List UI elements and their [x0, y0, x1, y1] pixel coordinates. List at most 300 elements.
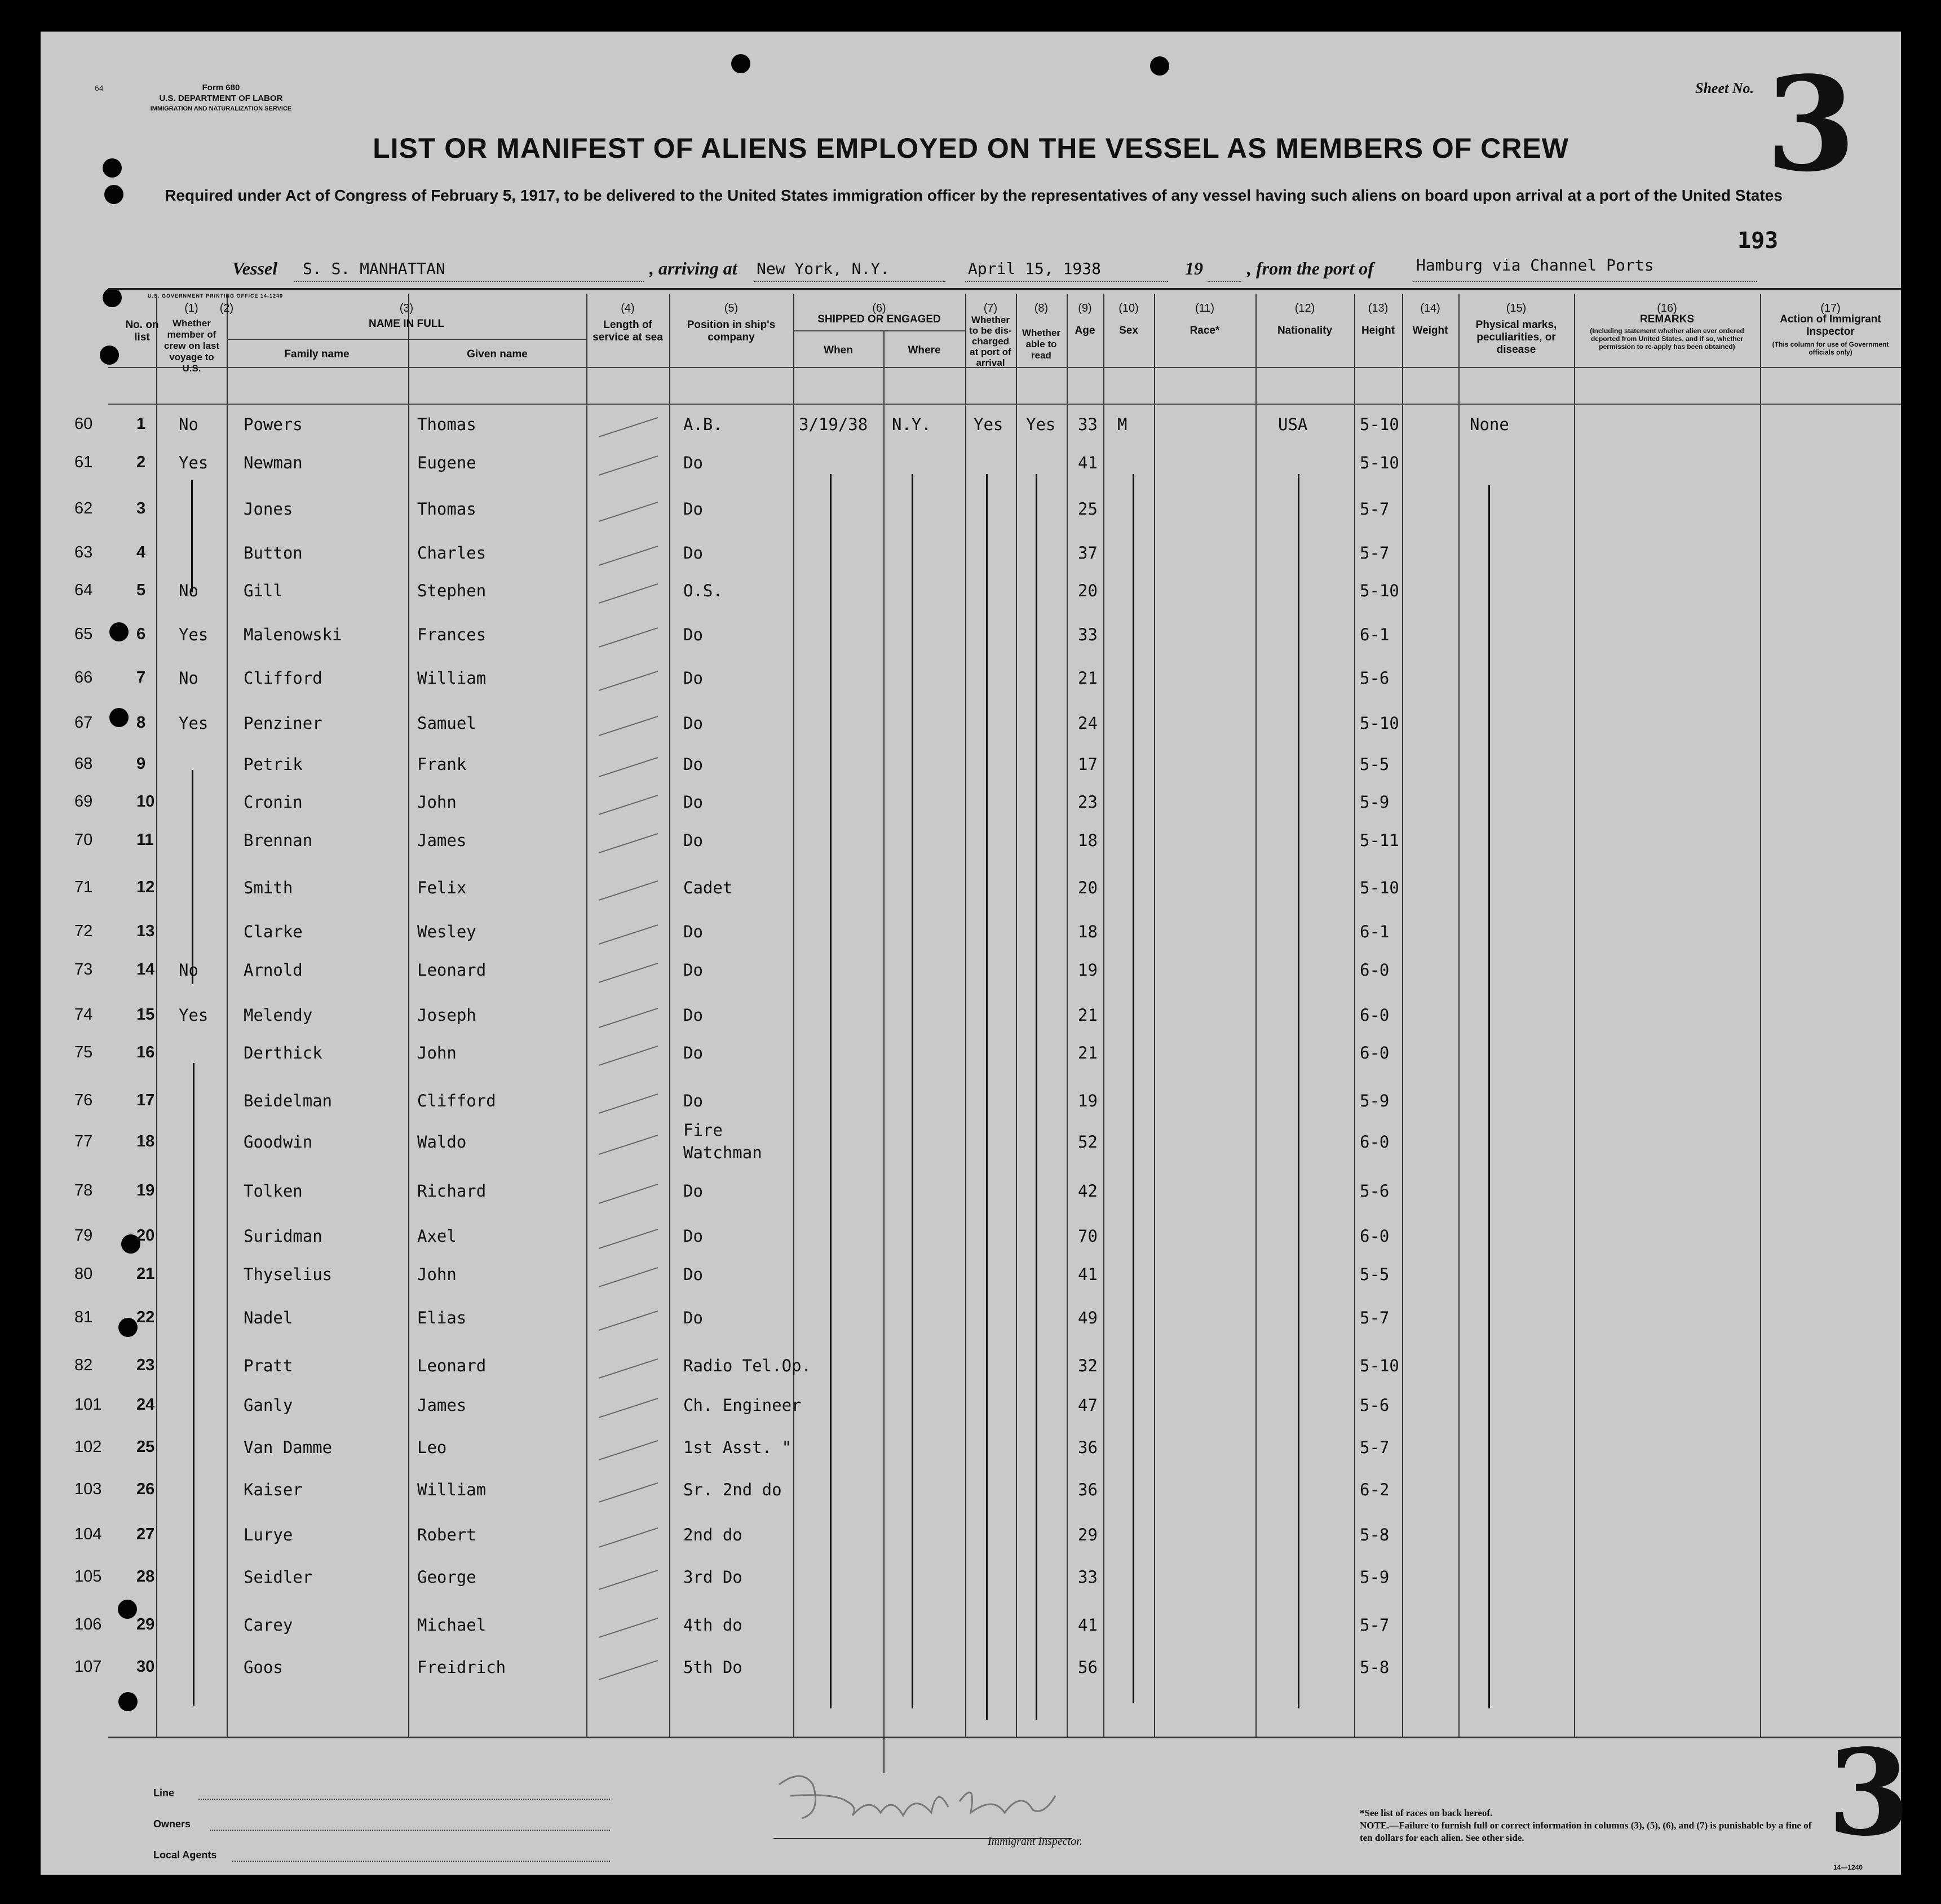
length-of-service-mark — [599, 583, 658, 604]
punch-hole — [100, 346, 119, 365]
cell-member: No — [179, 668, 198, 688]
column-number: (8) — [1034, 302, 1049, 315]
cell-no: 7 — [136, 668, 146, 687]
header-height: Height — [1361, 325, 1395, 336]
length-of-service-mark — [599, 455, 658, 476]
cell-age: 19 — [1078, 960, 1098, 980]
cell-age: 49 — [1078, 1308, 1098, 1327]
cell-height: 5-9 — [1360, 1091, 1390, 1110]
table-row — [41, 1615, 1901, 1638]
cell-given: Stephen — [417, 581, 487, 600]
cell-margin: 67 — [74, 714, 93, 732]
cell-no: 30 — [136, 1658, 155, 1676]
header-shipped-or-engaged: SHIPPED OR ENGAGED — [817, 313, 941, 325]
cell-margin: 80 — [74, 1265, 93, 1283]
cell-no: 11 — [136, 831, 154, 849]
cell-height: 6-0 — [1360, 1226, 1390, 1246]
table-row — [41, 792, 1901, 815]
arriving-port: New York, N.Y. — [757, 259, 890, 278]
cell-given: Charles — [417, 543, 487, 563]
length-of-service-mark — [599, 924, 658, 945]
cell-height: 6-0 — [1360, 960, 1390, 980]
table-row — [41, 831, 1901, 853]
cell-height: 5-10 — [1360, 714, 1399, 733]
cell-member: Yes — [179, 714, 209, 733]
cell-margin: 76 — [74, 1091, 93, 1109]
cell-physical: None — [1470, 415, 1509, 434]
cell-no: 26 — [136, 1480, 155, 1498]
sheet-number-label: Sheet No. — [1695, 80, 1754, 96]
cell-position: Do — [683, 755, 703, 774]
cell-family: Beidelman — [244, 1091, 333, 1110]
cell-position: Do — [683, 543, 703, 563]
cell-family: Derthick — [244, 1043, 322, 1062]
cell-position: Do — [683, 1181, 703, 1201]
column-number: (3) — [399, 302, 414, 315]
table-row — [41, 1121, 1901, 1162]
cell-height: 5-6 — [1360, 1181, 1390, 1201]
cell-no: 17 — [136, 1091, 155, 1109]
cell-margin: 64 — [74, 581, 93, 599]
length-of-service-mark — [599, 417, 658, 437]
cell-family: Melendy — [244, 1006, 313, 1025]
cell-given: Axel — [417, 1226, 457, 1246]
cell-age: 24 — [1078, 714, 1098, 733]
cell-height: 5-7 — [1360, 543, 1390, 563]
manifest-sheet — [41, 32, 1911, 1875]
length-of-service-mark — [599, 1135, 658, 1155]
cell-given: William — [417, 668, 487, 688]
vessel-name: S. S. MANHATTAN — [303, 259, 445, 278]
cell-no: 14 — [136, 960, 155, 978]
cell-no: 2 — [136, 453, 146, 471]
cell-age: 18 — [1078, 922, 1098, 941]
column-number: (17) — [1820, 302, 1841, 315]
cell-family: Goodwin — [244, 1132, 313, 1152]
cell-position: Do — [683, 1308, 703, 1327]
cell-position: Ch. Engineer — [683, 1396, 802, 1415]
serial-number: 193 — [1737, 228, 1779, 254]
length-of-service-mark — [599, 757, 658, 777]
cell-given: Richard — [417, 1181, 487, 1201]
printer-imprint: U.S. GOVERNMENT PRINTING OFFICE 14-1240 — [148, 293, 284, 299]
inspector-signature — [768, 1762, 1072, 1830]
cell-family: Nadel — [244, 1308, 293, 1327]
vessel-info-line — [41, 255, 1901, 283]
punch-hole — [118, 1692, 138, 1711]
column-number: (10) — [1118, 302, 1139, 315]
page-subtitle: Required under Act of Congress of February 5, 1917, to be delivered to the United States immigration officer by the representatives of any vessel having such aliens on board upon arrival at a port of the United States — [165, 187, 1783, 204]
cell-family: Cronin — [244, 792, 303, 812]
cell-margin: 73 — [74, 960, 93, 978]
cell-given: Eugene — [417, 453, 476, 472]
column-number: (16) — [1657, 302, 1677, 315]
cell-margin: 65 — [74, 625, 93, 643]
cell-height: 5-9 — [1360, 1568, 1390, 1587]
cell-given: Thomas — [417, 499, 476, 519]
table-row — [41, 1356, 1901, 1379]
cell-height: 6-0 — [1360, 1043, 1390, 1062]
cell-position: 1st Asst. " — [683, 1438, 792, 1457]
table-row — [41, 1226, 1901, 1249]
cell-height: 5-7 — [1360, 1308, 1390, 1327]
cell-height: 5-10 — [1360, 453, 1399, 472]
form-code: 14—1240 — [1833, 1863, 1863, 1871]
length-of-service-mark — [599, 502, 658, 522]
ditto-mark — [912, 474, 913, 1708]
cell-margin: 60 — [74, 415, 93, 433]
cell-position: Do — [683, 1006, 703, 1025]
column-number: (13) — [1368, 302, 1389, 315]
cell-given: Leonard — [417, 960, 487, 980]
corner-mark: 64 — [95, 83, 104, 92]
cell-margin: 63 — [74, 543, 93, 561]
cell-given: John — [417, 1043, 457, 1062]
cell-family: Powers — [244, 415, 303, 434]
cell-margin: 68 — [74, 755, 93, 773]
ditto-mark — [830, 474, 832, 1708]
owners-label: Owners — [153, 1818, 191, 1830]
ditto-mark — [986, 474, 988, 1720]
length-of-service-mark — [599, 1482, 658, 1503]
length-of-service-mark — [599, 546, 658, 566]
table-row — [41, 714, 1901, 736]
cell-given: Leo — [417, 1438, 447, 1457]
cell-family: Seidler — [244, 1568, 313, 1587]
length-of-service-mark — [599, 627, 658, 648]
header-physical-marks: Physical marks, peculiarities, or disease — [1475, 319, 1557, 356]
cell-family: Thyselius — [244, 1265, 333, 1284]
cell-member: No — [179, 960, 198, 980]
cell-age: 17 — [1078, 755, 1098, 774]
cell-position: Do — [683, 1265, 703, 1284]
header-given-name: Given name — [467, 348, 528, 360]
race-note: *See list of races on back hereof. — [1360, 1808, 1493, 1818]
length-of-service-mark — [599, 1527, 658, 1548]
ditto-mark — [191, 480, 193, 592]
cell-margin: 102 — [74, 1438, 102, 1456]
cell-age: 41 — [1078, 1615, 1098, 1635]
cell-position: Sr. 2nd do — [683, 1480, 782, 1499]
header-nationality: Nationality — [1277, 325, 1333, 336]
cell-age: 20 — [1078, 878, 1098, 897]
cell-age: 36 — [1078, 1438, 1098, 1457]
cell-member: Yes — [179, 1006, 209, 1025]
length-of-service-mark — [599, 1184, 658, 1204]
header-no-on-list: No. on list — [125, 319, 159, 343]
cell-family: Lurye — [244, 1525, 293, 1544]
ditto-mark — [1133, 474, 1134, 1703]
punch-hole — [103, 288, 122, 307]
cell-member: No — [179, 415, 198, 434]
cell-no: 8 — [136, 714, 146, 732]
length-of-service-mark — [599, 833, 658, 853]
cell-given: Waldo — [417, 1132, 467, 1152]
cell-height: 5-10 — [1360, 878, 1399, 897]
cell-age: 52 — [1078, 1132, 1098, 1152]
cell-no: 4 — [136, 543, 146, 561]
cell-height: 6-1 — [1360, 922, 1390, 941]
length-of-service-mark — [599, 1310, 658, 1331]
cell-sex: M — [1117, 415, 1128, 434]
cell-family: Suridman — [244, 1226, 322, 1246]
column-number: (6) — [872, 302, 886, 315]
cell-member: No — [179, 581, 198, 600]
header-position: Position in ship's company — [687, 319, 776, 343]
cell-height: 5-7 — [1360, 499, 1390, 519]
form-identifier — [108, 82, 334, 114]
cell-age: 21 — [1078, 1043, 1098, 1062]
cell-position: Do — [683, 1091, 703, 1110]
cell-age: 70 — [1078, 1226, 1098, 1246]
vessel-label: Vessel — [232, 258, 277, 278]
cell-no: 19 — [136, 1181, 155, 1199]
cell-no: 18 — [136, 1132, 155, 1150]
cell-height: 5-7 — [1360, 1438, 1390, 1457]
table-row — [41, 581, 1901, 604]
cell-age: 32 — [1078, 1356, 1098, 1375]
table-row — [41, 543, 1901, 566]
from-port: Hamburg via Channel Ports — [1416, 256, 1654, 274]
table-row — [41, 1265, 1901, 1287]
header-when: When — [824, 344, 853, 356]
cell-given: Thomas — [417, 415, 476, 434]
table-row — [41, 1525, 1901, 1548]
cell-margin: 66 — [74, 668, 93, 687]
header-where: Where — [908, 344, 941, 356]
cell-given: Frances — [417, 625, 487, 644]
table-row — [41, 1181, 1901, 1204]
cell-given: Joseph — [417, 1006, 476, 1025]
table-row — [41, 1043, 1901, 1066]
cell-height: 5-8 — [1360, 1658, 1390, 1677]
table-row — [41, 415, 1901, 437]
table-row — [41, 922, 1901, 945]
cell-family: Clifford — [244, 668, 322, 688]
cell-family: Gill — [244, 581, 283, 600]
ditto-mark — [192, 770, 193, 984]
table-row — [41, 1308, 1901, 1331]
cell-position: O.S. — [683, 581, 723, 600]
cell-given: George — [417, 1568, 476, 1587]
cell-family: Penziner — [244, 714, 322, 733]
column-number: (14) — [1420, 302, 1440, 315]
cell-age: 33 — [1078, 625, 1098, 644]
cell-margin: 77 — [74, 1132, 93, 1150]
arrival-date: April 15, 1938 — [968, 259, 1102, 278]
table-row — [41, 1658, 1901, 1680]
cell-position: Do — [683, 1226, 703, 1246]
cell-given: Robert — [417, 1525, 476, 1544]
cell-margin: 106 — [74, 1615, 102, 1633]
cell-height: 5-9 — [1360, 792, 1390, 812]
cell-margin: 105 — [74, 1568, 102, 1586]
year-label: 19 — [1185, 258, 1203, 278]
cell-height: 5-7 — [1360, 1615, 1390, 1635]
cell-age: 25 — [1078, 499, 1098, 519]
cell-family: Ganly — [244, 1396, 293, 1415]
cell-no: 29 — [136, 1615, 155, 1633]
cell-height: 5-6 — [1360, 668, 1390, 688]
cell-age: 21 — [1078, 668, 1098, 688]
cell-margin: 69 — [74, 792, 93, 811]
cell-no: 28 — [136, 1568, 155, 1586]
cell-family: Goos — [244, 1658, 283, 1677]
column-number: (11) — [1195, 302, 1215, 315]
length-of-service-mark — [599, 963, 658, 983]
cell-position: Do — [683, 668, 703, 688]
length-of-service-mark — [599, 1046, 658, 1066]
cell-given: John — [417, 1265, 457, 1284]
cell-margin: 72 — [74, 922, 93, 940]
cell-family: Kaiser — [244, 1480, 303, 1499]
cell-no: 23 — [136, 1356, 155, 1374]
cell-margin: 101 — [74, 1396, 102, 1414]
cell-no: 12 — [136, 878, 155, 896]
cell-family: Van Damme — [244, 1438, 333, 1457]
cell-height: 6-2 — [1360, 1480, 1390, 1499]
header-remarks-note: (Including statement whether alien ever ordered deported from United States, and if so, whether permission to re-apply has been obtained) — [1590, 327, 1744, 351]
punch-hole — [104, 185, 123, 204]
cell-given: James — [417, 1396, 467, 1415]
cell-position: Do — [683, 499, 703, 519]
table-row — [41, 878, 1901, 901]
cell-position: Do — [683, 1043, 703, 1062]
column-number: (12) — [1294, 302, 1315, 315]
cell-no: 24 — [136, 1396, 155, 1414]
punch-hole — [1150, 56, 1169, 76]
header-name-in-full: NAME IN FULL — [368, 318, 445, 330]
cell-no: 10 — [136, 792, 155, 811]
cell-age: 47 — [1078, 1396, 1098, 1415]
cell-age: 41 — [1078, 1265, 1098, 1284]
cell-no: 15 — [136, 1006, 155, 1024]
column-number: (1) — [184, 302, 198, 315]
cell-margin: 61 — [74, 453, 93, 471]
cell-given: Samuel — [417, 714, 476, 733]
cell-no: 21 — [136, 1265, 155, 1283]
table-row — [41, 668, 1901, 691]
cell-position: Do — [683, 831, 703, 850]
cell-height: 5-11 — [1360, 831, 1399, 850]
length-of-service-mark — [599, 1398, 658, 1418]
cell-family: Tolken — [244, 1181, 303, 1201]
cell-margin: 62 — [74, 499, 93, 517]
cell-age: 37 — [1078, 543, 1098, 563]
length-of-service-mark — [599, 1267, 658, 1287]
service-name: IMMIGRATION AND NATURALIZATION SERVICE — [150, 105, 292, 112]
cell-margin: 71 — [74, 878, 93, 896]
local-agents-label: Local Agents — [153, 1849, 217, 1861]
cell-age: 20 — [1078, 581, 1098, 600]
cell-given: James — [417, 831, 467, 850]
from-label: , from the port of — [1247, 258, 1374, 278]
header-discharged: Whether to be dis-charged at port of arrival — [969, 315, 1012, 368]
cell-height: 5-10 — [1360, 581, 1399, 600]
cell-age: 33 — [1078, 1568, 1098, 1587]
cell-no: 5 — [136, 581, 146, 599]
cell-margin: 81 — [74, 1308, 93, 1326]
cell-height: 5-8 — [1360, 1525, 1390, 1544]
sheet-number-bottom: 3 — [1828, 1723, 1911, 1862]
cell-when: 3/19/38 — [799, 415, 868, 434]
cell-height: 5-10 — [1360, 1356, 1399, 1375]
cell-given: John — [417, 792, 457, 812]
length-of-service-mark — [599, 1618, 658, 1638]
cell-margin: 70 — [74, 831, 93, 849]
cell-height: 5-6 — [1360, 1396, 1390, 1415]
table-row — [41, 1438, 1901, 1460]
cell-no: 20 — [136, 1226, 155, 1245]
cell-discharged: Yes — [974, 415, 1003, 434]
length-of-service-mark — [599, 1008, 658, 1028]
cell-no: 1 — [136, 415, 146, 433]
cell-position: Do — [683, 453, 703, 472]
cell-age: 29 — [1078, 1525, 1098, 1544]
cell-position: Do — [683, 625, 703, 644]
cell-given: Frank — [417, 755, 467, 774]
length-of-service-mark — [599, 795, 658, 815]
length-of-service-mark — [599, 1440, 658, 1460]
length-of-service-mark — [599, 1660, 658, 1680]
cell-position: Do — [683, 792, 703, 812]
cell-no: 22 — [136, 1308, 155, 1326]
header-remarks: REMARKS — [1639, 313, 1695, 325]
form-number: Form 680 — [202, 83, 240, 92]
cell-no: 9 — [136, 755, 146, 773]
ditto-mark — [1036, 474, 1037, 1720]
table-row — [41, 960, 1901, 983]
cell-given: Leonard — [417, 1356, 487, 1375]
cell-no: 25 — [136, 1438, 155, 1456]
cell-family: Carey — [244, 1615, 293, 1635]
cell-family: Petrik — [244, 755, 303, 774]
header-race: Race* — [1190, 325, 1220, 336]
page-title: LIST OR MANIFEST OF ALIENS EMPLOYED ON THE VESSEL AS MEMBERS OF CREW — [373, 132, 1569, 164]
cell-age: 21 — [1078, 1006, 1098, 1025]
header-action-note: (This column for use of Government officials only) — [1772, 340, 1889, 356]
arriving-label: , arriving at — [649, 258, 737, 278]
cell-nationality: USA — [1278, 415, 1308, 434]
table-row — [41, 1568, 1901, 1590]
footnote — [1360, 1807, 1822, 1844]
header-able-to-read: Whether able to read — [1022, 327, 1060, 361]
table-row — [41, 499, 1901, 522]
cell-margin: 78 — [74, 1181, 93, 1199]
punch-hole — [731, 54, 750, 73]
cell-read: Yes — [1026, 415, 1056, 434]
length-of-service-mark — [599, 1093, 658, 1114]
cell-position: Do — [683, 960, 703, 980]
table-row — [41, 1091, 1901, 1114]
sheet-number: 3 — [1766, 48, 1856, 201]
cell-margin: 107 — [74, 1658, 102, 1676]
cell-position: Cadet — [683, 878, 733, 897]
header-sex: Sex — [1119, 325, 1138, 336]
cell-position: Do — [683, 922, 703, 941]
cell-height: 6-0 — [1360, 1132, 1390, 1152]
cell-where: N.Y. — [892, 415, 931, 434]
length-of-service-mark — [599, 1229, 658, 1249]
cell-family: Arnold — [244, 960, 303, 980]
cell-no: 27 — [136, 1525, 155, 1543]
cell-member: Yes — [179, 625, 209, 644]
cell-height: 6-0 — [1360, 1006, 1390, 1025]
table-row — [41, 1006, 1901, 1028]
cell-given: Freidrich — [417, 1658, 506, 1677]
ditto-mark — [1298, 474, 1299, 1708]
length-of-service-mark — [599, 716, 658, 736]
